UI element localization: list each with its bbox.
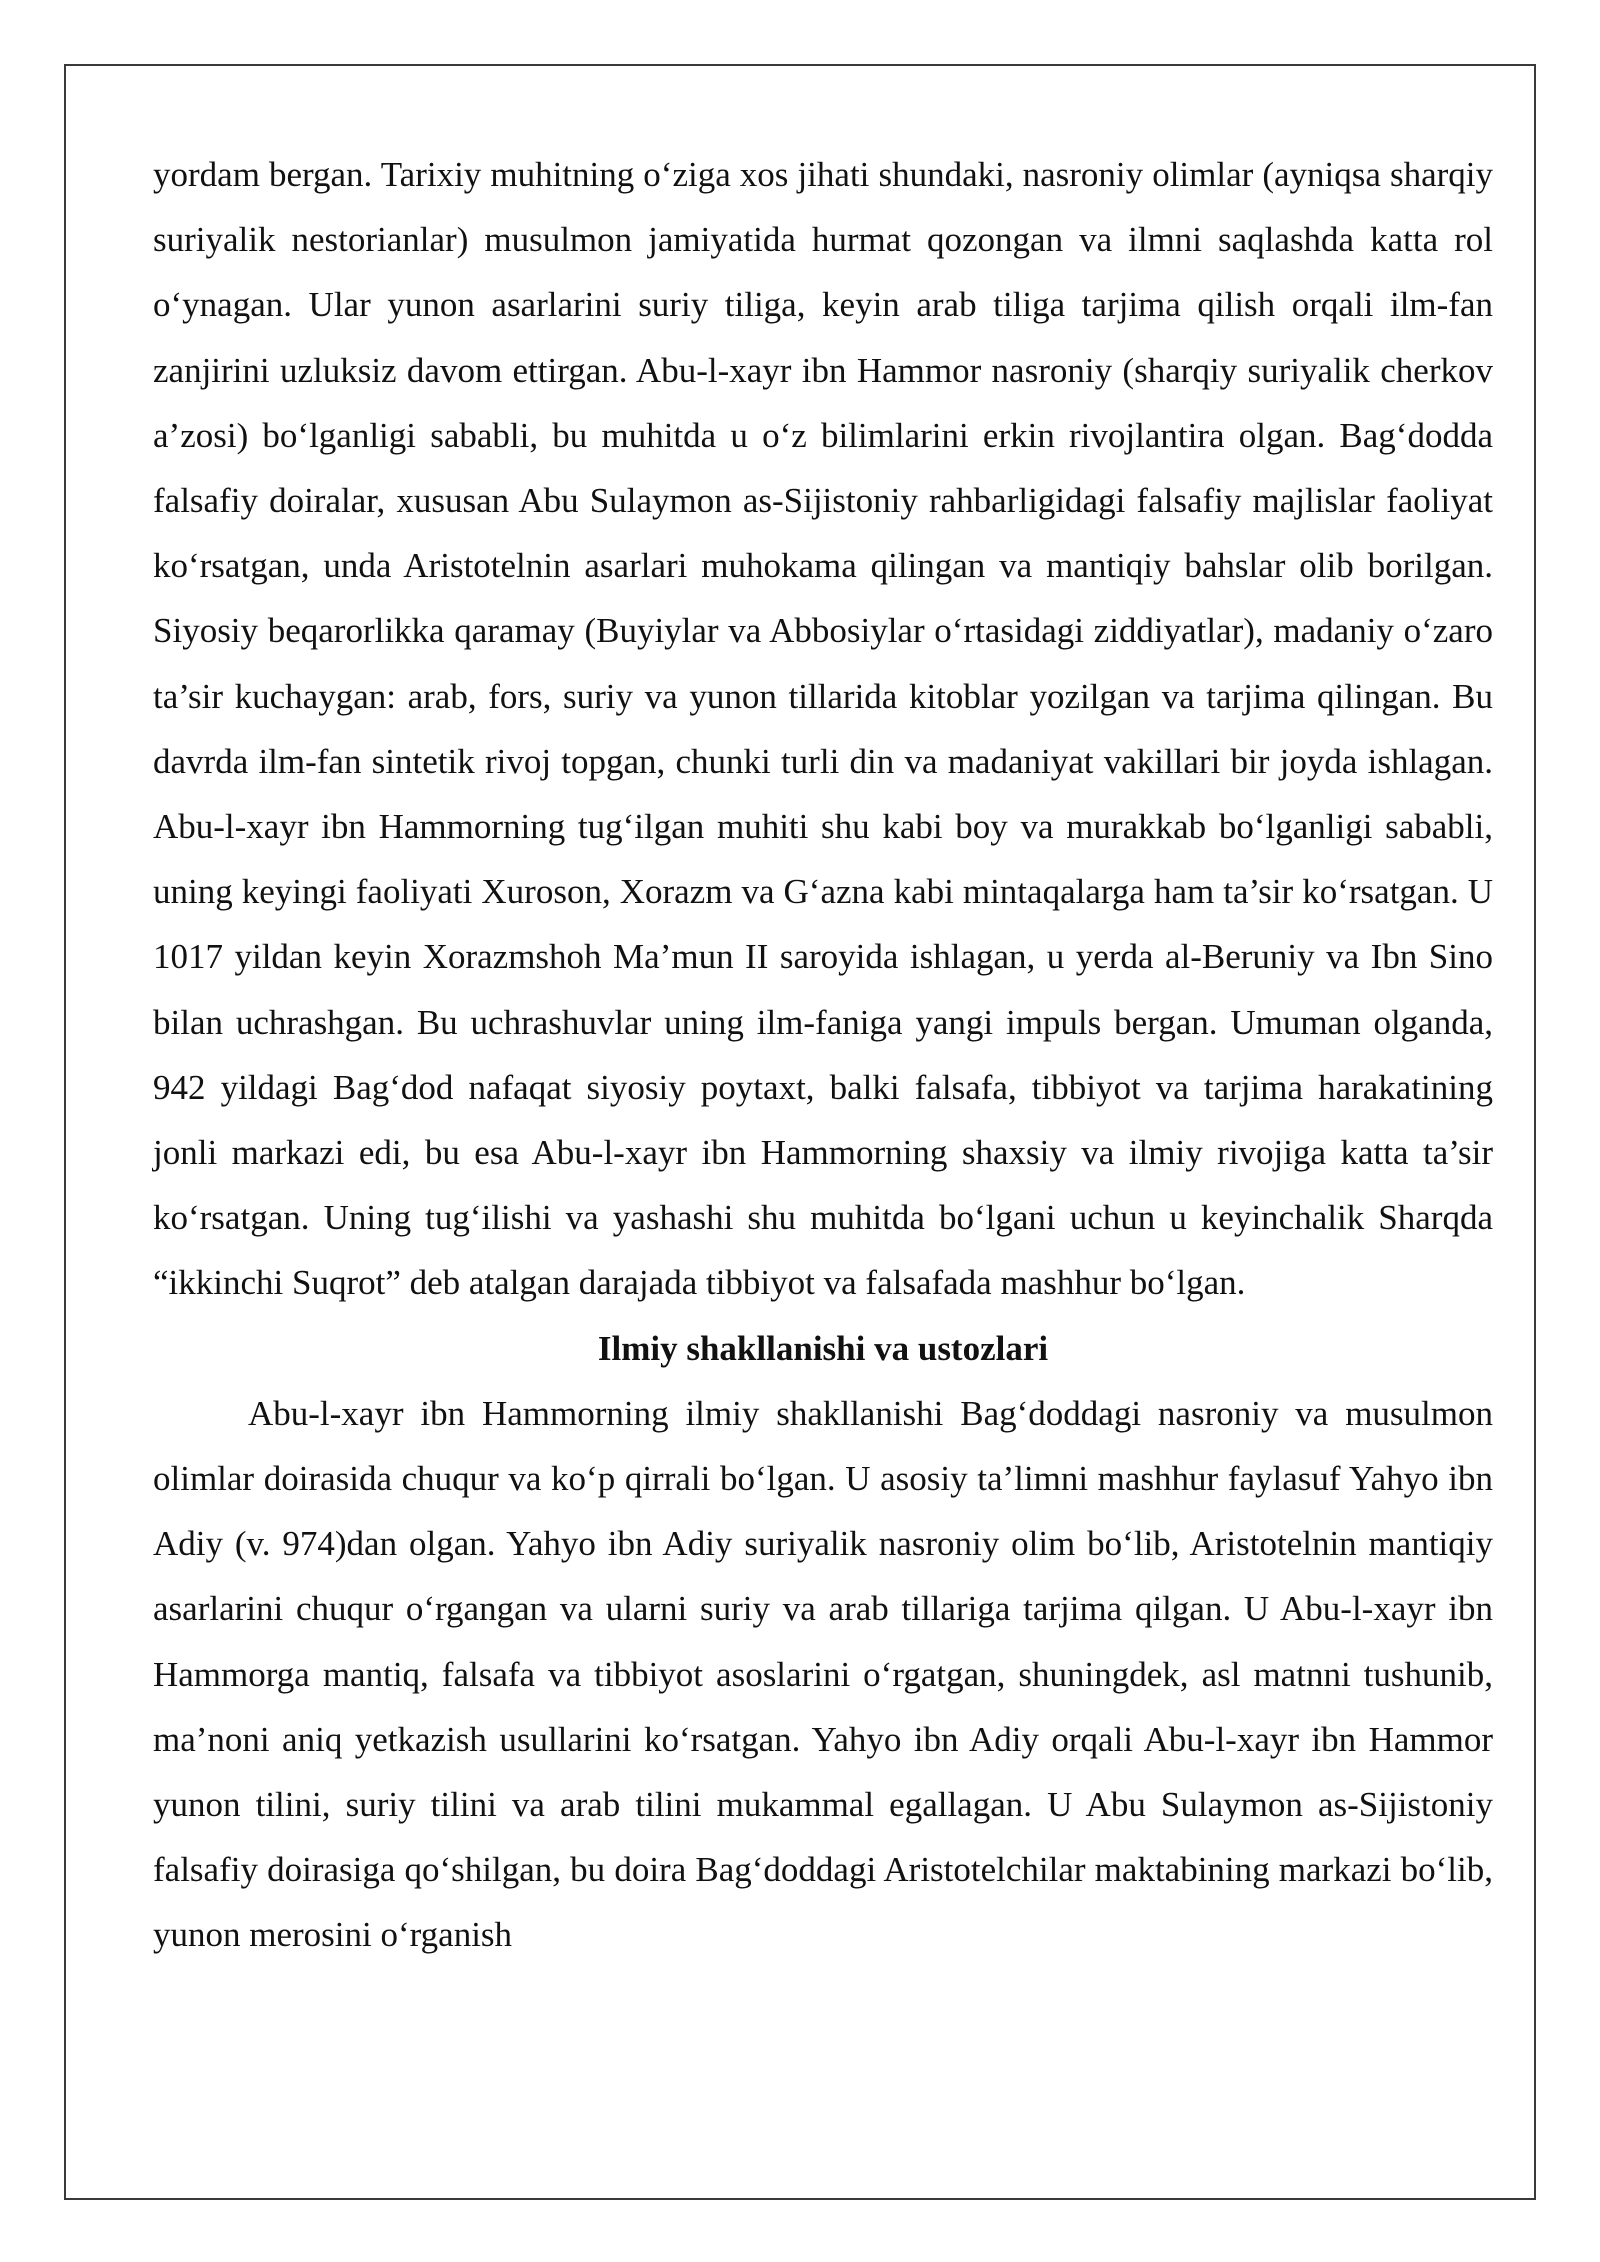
document-body	[153, 142, 1493, 1968]
section-heading: Ilmiy shakllanishi va ustozlari	[597, 1328, 1049, 1368]
paragraph-historical-context: yordam bergan. Tarixiy muhitning o‘ziga xos jihati shundaki, nasroniy olimlar (ayniqsa sharqiy suriyalik nestorianlar) musulmon jamiyatida hurmat qozongan va ilmni saqlashda katta rol o‘ynagan. Ular yunon asarlarini suriy tiliga, keyin arab tiliga tarjima qilish orqali ilm-fan zanjirini uzluksiz davom ettirgan. Abu-l-xayr ibn Hammor nasroniy (sharqiy suriyalik cherkov a’zosi) bo‘lganligi sababli, bu muhitda u o‘z bilimlarini erkin rivojlantira olgan. Bag‘dodda falsafiy doiralar, xususan Abu Sulaymon as-Sijistoniy rahbarligidagi falsafiy majlislar faoliyat ko‘rsatgan, unda Aristotelnin asarlari muhokama qilingan va mantiqiy bahslar olib borilgan. Siyosiy beqarorlikka qaramay (Buyiylar va Abbosiylar o‘rtasidagi ziddiyatlar), madaniy o‘zaro ta’sir kuchaygan: arab, fors, suriy va yunon tillarida kitoblar yozilgan va tarjima qilingan. Bu davrda ilm-fan sintetik rivoj topgan, chunki turli din va madaniyat vakillari bir joyda ishlagan. Abu-l-xayr ibn Hammorning tug‘ilgan muhiti shu kabi boy va murakkab bo‘lganligi sababli, uning keyingi faoliyati Xuroson, Xorazm va G‘azna kabi mintaqalarga ham ta’sir ko‘rsatgan. U 1017 yildan keyin Xorazmshoh Ma’mun II saroyida ishlagan, u yerda al-Beruniy va Ibn Sino bilan uchrashgan. Bu uchrashuvlar uning ilm-faniga yangi impuls bergan. Umuman olganda, 942 yildagi Bag‘dod nafaqat siyosiy poytaxt, balki falsafa, tibbiyot va tarjima harakatining jonli markazi edi, bu esa Abu-l-xayr ibn Hammorning shaxsiy va ilmiy rivojiga katta ta’sir ko‘rsatgan. Uning tug‘ilishi va yashashi shu muhitda bo‘lgani uchun u keyinchalik Sharqda “ikkinchi Suqrot” deb atalgan darajada tibbiyot va falsafada mashhur bo‘lgan.	[153, 155, 1493, 1303]
paragraph-scientific-formation: Abu-l-xayr ibn Hammorning ilmiy shakllanishi Bag‘doddagi nasroniy va musulmon olimlar doirasida chuqur va ko‘p qirrali bo‘lgan. U asosiy ta’limni mashhur faylasuf Yahyo ibn Adiy (v. 974)dan olgan. Yahyo ibn Adiy suriyalik nasroniy olim bo‘lib, Aristotelnin mantiqiy asarlarini chuqur o‘rgangan va ularni suriy va arab tillariga tarjima qilgan. U Abu-l-xayr ibn Hammorga mantiq, falsafa va tibbiyot asoslarini o‘rgatgan, shuningdek, asl matnni tushunib, ma’noni aniq yetkazish usullarini ko‘rsatgan. Yahyo ibn Adiy orqali Abu-l-xayr ibn Hammor yunon tilini, suriy tilini va arab tilini mukammal egallagan. U Abu Sulaymon as-Sijistoniy falsafiy doirasiga qo‘shilgan, bu doira Bag‘doddagi Aristotelchilar maktabining markazi bo‘lib, yunon merosini o‘rganish	[153, 1393, 1493, 1955]
